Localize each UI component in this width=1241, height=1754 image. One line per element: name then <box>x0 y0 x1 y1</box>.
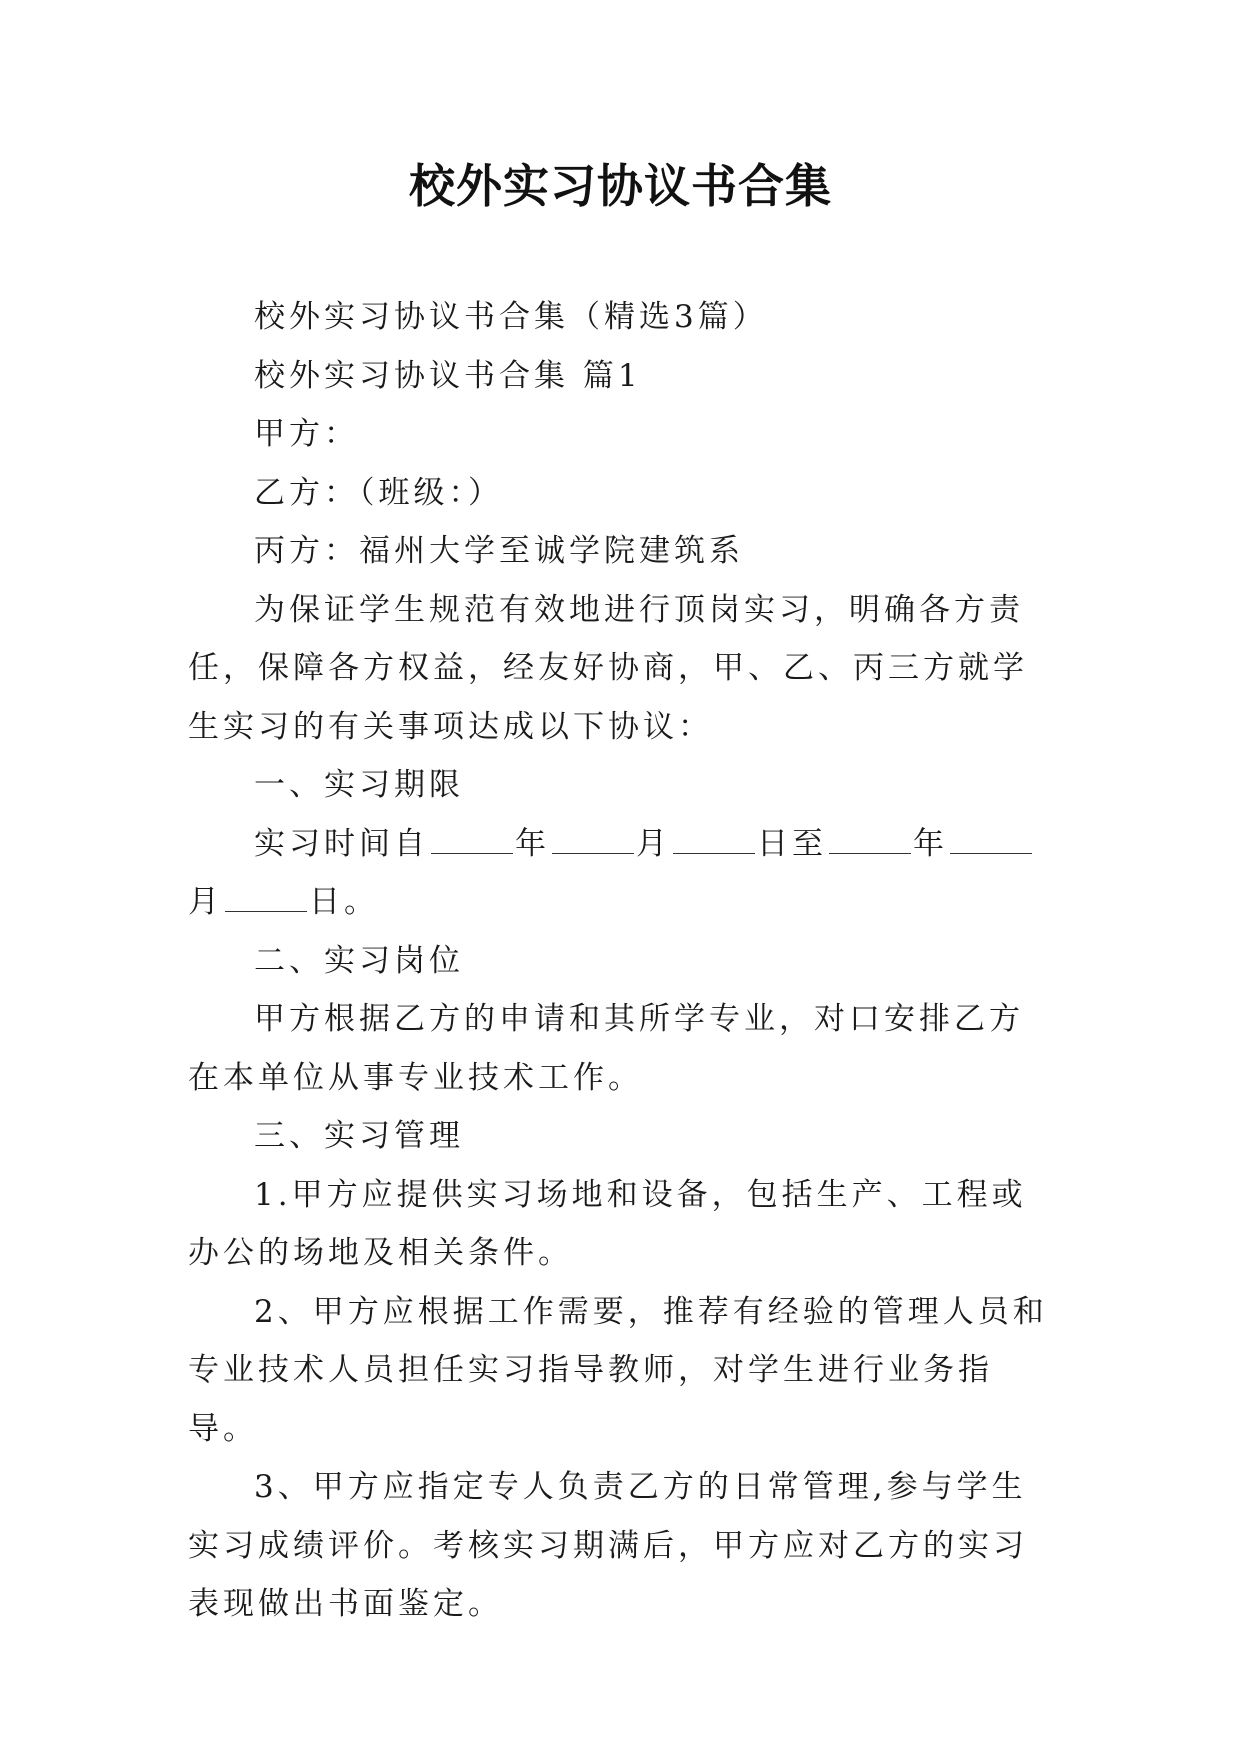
party-b: 乙方：（班级：） <box>254 474 503 511</box>
document-title: 校外实习协议书合集 <box>409 159 832 213</box>
item-2: 2、甲方应根据工作需要，推荐有经验的管理人员和专业技术人员担任实习指导教师，对学生进行业务指导。 <box>188 1293 1048 1447</box>
period-day-to: 日至 <box>757 825 827 862</box>
section-heading: 校外实习协议书合集 篇1 <box>254 357 642 394</box>
party-a: 甲方： <box>254 416 359 452</box>
intro-paragraph: 为保证学生规范有效地进行顶岗实习，明确各方责任，保障各方权益，经友好协商，甲、乙、丙三方就学生实习的有关事项达成以下协议： <box>188 591 1028 745</box>
subtitle: 校外实习协议书合集（精选3篇） <box>254 299 768 335</box>
section2-heading: 二、实习岗位 <box>254 942 464 979</box>
period-year: 年 <box>515 825 550 862</box>
item-1: 1.甲方应提供实习场地和设备，包括生产、工程或办公的场地及相关条件。 <box>188 1176 1027 1271</box>
section1-heading: 一、实习期限 <box>254 767 464 803</box>
blank-field <box>673 815 755 854</box>
period-month2: 月 <box>188 884 223 920</box>
period-year2: 年 <box>913 825 948 862</box>
period-start: 实习时间自 <box>254 825 429 862</box>
blank-field <box>552 815 634 854</box>
section2-text: 甲方根据乙方的申请和其所学专业，对口安排乙方在本单位从事专业技术工作。 <box>188 1001 1024 1096</box>
party-c: 丙方：福州大学至诚学院建筑系 <box>254 533 744 569</box>
period-day-end: 日。 <box>309 884 379 920</box>
item-3: 3、甲方应指定专人负责乙方的日常管理,参与学生实习成绩评价。考核实习期满后，甲方应对乙方的实习表现做出书面鉴定。 <box>188 1469 1028 1622</box>
blank-field <box>431 815 513 854</box>
blank-field <box>950 815 1032 854</box>
blank-field <box>225 873 307 912</box>
document-body <box>188 288 1058 1634</box>
period-paragraph <box>188 815 1058 932</box>
blank-field <box>829 815 911 854</box>
period-month: 月 <box>636 825 671 862</box>
section3-heading: 三、实习管理 <box>254 1118 464 1154</box>
